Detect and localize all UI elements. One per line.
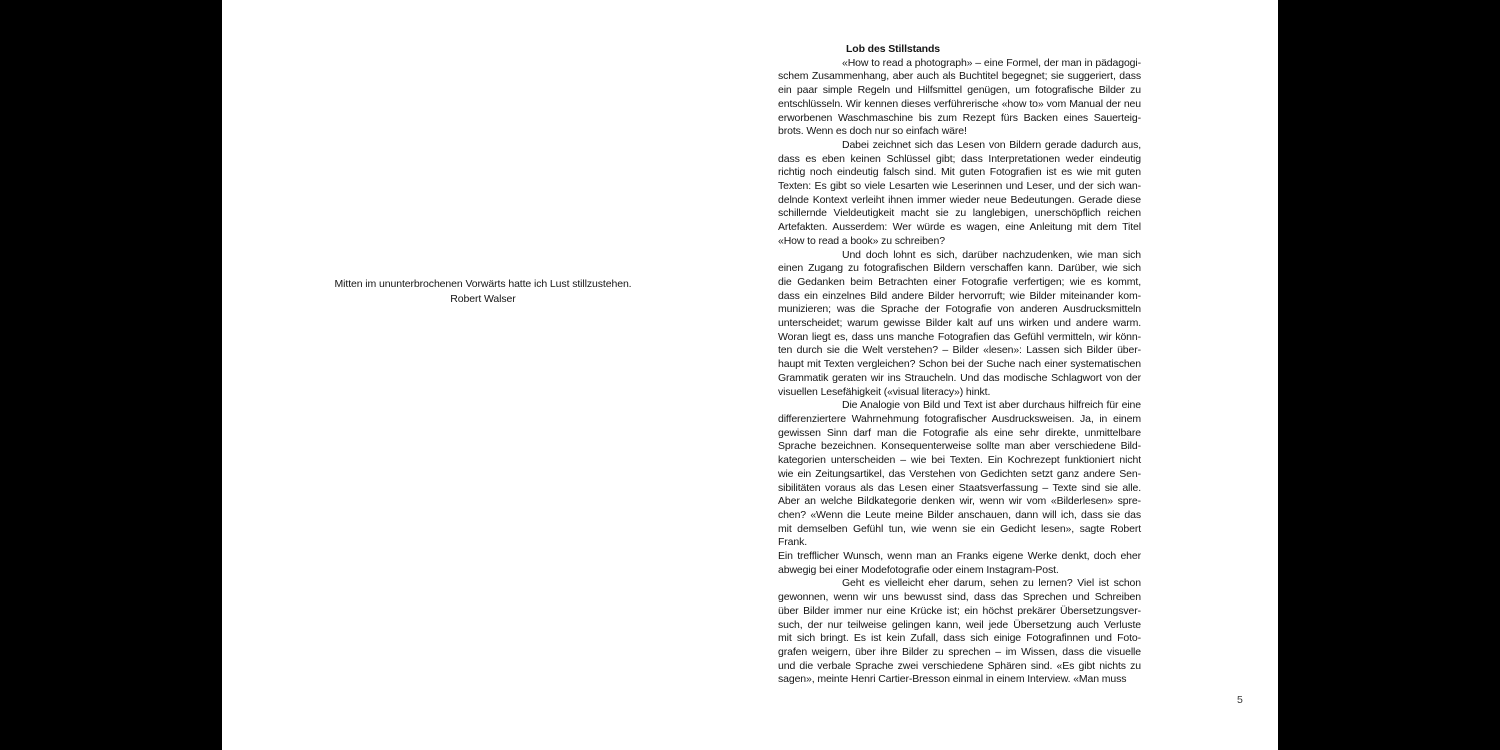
text-line: sagen», meinte Henri Cartier-Bresson einmal in einem Interview. «Man muss — [778, 673, 1127, 686]
text-line: Grammatik geraten wir ins Straucheln. Und das modische Schlagwort von der — [778, 371, 1141, 384]
text-line: die Gedanken beim Betrachten einer Fotografie verfertigen; wie es kommt, — [778, 275, 1141, 288]
text-line: Geht es vielleicht eher darum, sehen zu lernen? Viel ist schon — [842, 577, 1141, 590]
text-line: kategorien unterscheiden – wie bei Texten. Ein Kochrezept funktioniert nicht — [778, 454, 1141, 467]
text-line: ten durch sie die Welt verstehen? – Bilder «lesen»: Lassen sich Bilder über- — [778, 344, 1141, 357]
text-line: dass es eben keinen Schlüssel gibt; dass Interpretationen weder eindeutig — [778, 152, 1141, 165]
epigraph — [222, 277, 744, 307]
text-line: dass ein einzelnes Bild andere Bilder hervorruft; wie Bilder miteinander kom- — [778, 289, 1141, 302]
left-page — [222, 0, 750, 750]
text-line: Aber an welche Bildkategorie denken wir, wenn wir vom «Bilderlesen» spre- — [778, 495, 1141, 508]
text-line: «How to read a book» zu schreiben? — [778, 234, 945, 247]
text-line: haupt mit Texten vergleichen? Schon bei der Suche nach einer systematischen — [778, 358, 1141, 371]
text-line: abwegig bei einer Modefotografie oder einem Instagram-Post. — [778, 563, 1059, 576]
text-line: mit demselben Gefühl tun, wie wenn sie ein Gedicht lesen», sagte Robert Frank. — [778, 522, 1141, 549]
text-line: entschlüsseln. Wir kennen dieses verführerische «how to» vom Manual der neu — [778, 97, 1141, 110]
text-line: grafen weigern, über ihre Bilder zu sprechen – im Wissen, dass die visuelle — [778, 645, 1141, 658]
text-line: schillernde Vieldeutigkeit macht sie zu langlebigen, unerschöpflich reichen — [778, 207, 1141, 220]
text-line: Sprache bezeichnen. Konsequenterweise sollte man aber verschiedene Bild- — [778, 440, 1141, 453]
text-line: und die verbale Sprache zwei verschiedene Sphären sind. «Es gibt nichts zu — [778, 659, 1141, 672]
body-text — [778, 57, 1141, 687]
text-line: munizieren; was die Sprache der Fotografie von anderen Ausdrucksmitteln — [778, 303, 1141, 316]
page-number: 5 — [1237, 694, 1243, 706]
text-line: richtig noch eindeutig falsch sind. Mit guten Fotografien ist es wie mit guten — [778, 166, 1141, 179]
chapter-text-column — [778, 43, 1141, 687]
text-line: unterscheidet; warum gewisse Bilder kalt auf uns wirken und andere warm. — [778, 317, 1141, 330]
text-line: Woran liegt es, dass uns manche Fotografien das Gefühl vermitteln, wir könn- — [778, 330, 1141, 343]
epigraph-text: Mitten im ununterbrochenen Vorwärts hatte ich Lust stillzustehen. — [334, 278, 632, 290]
text-line: «How to read a photograph» – eine Formel, der man in pädagogi- — [842, 56, 1141, 69]
text-line: such, der nur teilweise gelingen kann, weil jede Übersetzung auch Verluste — [778, 618, 1141, 631]
text-line: ein paar simple Regeln und Hilfsmittel genügen, um fotografische Bilder zu — [778, 84, 1141, 97]
text-line: chen? «Wenn die Leute meine Bilder anschauen, dann will ich, dass sie das — [778, 508, 1141, 521]
text-line: Die Analogie von Bild und Text ist aber durchaus hilfreich für eine — [842, 399, 1141, 412]
text-line: gewonnen, wenn wir uns bewusst sind, dass das Sprechen und Schreiben — [778, 591, 1141, 604]
text-line: Und doch lohnt es sich, darüber nachzudenken, wie man sich — [842, 248, 1141, 261]
text-line: Texten: Es gibt so viele Lesarten wie Leserinnen und Leser, und der sich wan- — [778, 180, 1141, 193]
text-line: mit sich bringt. Es ist kein Zufall, dass sich einige Fotografinnen und Foto- — [778, 632, 1141, 645]
book-spread — [222, 0, 1278, 750]
text-line: Ein trefflicher Wunsch, wenn man an Franks eigene Werke denkt, doch eher — [778, 550, 1141, 563]
text-line: delnde Kontext verleiht ihnen immer wieder neue Bedeutungen. Gerade diese — [778, 193, 1141, 206]
text-line: schem Zusammenhang, aber auch als Buchtitel begegnet; sie suggeriert, dass — [778, 70, 1141, 83]
text-line: einen Zugang zu fotografischen Bildern verschaffen kann. Darüber, wie sich — [778, 262, 1141, 275]
text-line: erworbenen Waschmaschine bis zum Rezept fürs Backen eines Sauerteig- — [778, 111, 1141, 124]
text-line: gewissen Sinn darf man die Fotografie als eine sehr direkte, unmittelbare — [778, 426, 1141, 439]
text-line: Dabei zeichnet sich das Lesen von Bildern gerade dadurch aus, — [842, 138, 1141, 151]
chapter-title: Lob des Stillstands — [846, 43, 940, 55]
text-line: visuellen Lesefähigkeit («visual literacy») hinkt. — [778, 385, 991, 398]
text-line: über Bilder immer nur eine Krücke ist; ein höchst prekärer Übersetzungsver- — [778, 604, 1141, 617]
text-line: differenziertere Wahrnehmung fotografischer Ausdrucksweisen. Ja, in einem — [778, 412, 1141, 425]
text-line: brots. Wenn es doch nur so einfach wäre! — [778, 125, 967, 138]
epigraph-author: Robert Walser — [450, 293, 516, 305]
right-page — [750, 0, 1278, 750]
text-line: sibilitäten voraus als das Lesen einer Staatsverfassung – Texte sind sie alle. — [778, 481, 1141, 494]
text-line: Artefakten. Ausserdem: Wer würde es wagen, eine Anleitung mit dem Titel — [778, 221, 1141, 234]
text-line: wie ein Zeitungsartikel, das Verstehen von Gedichten setzt ganz andere Sen- — [778, 467, 1141, 480]
